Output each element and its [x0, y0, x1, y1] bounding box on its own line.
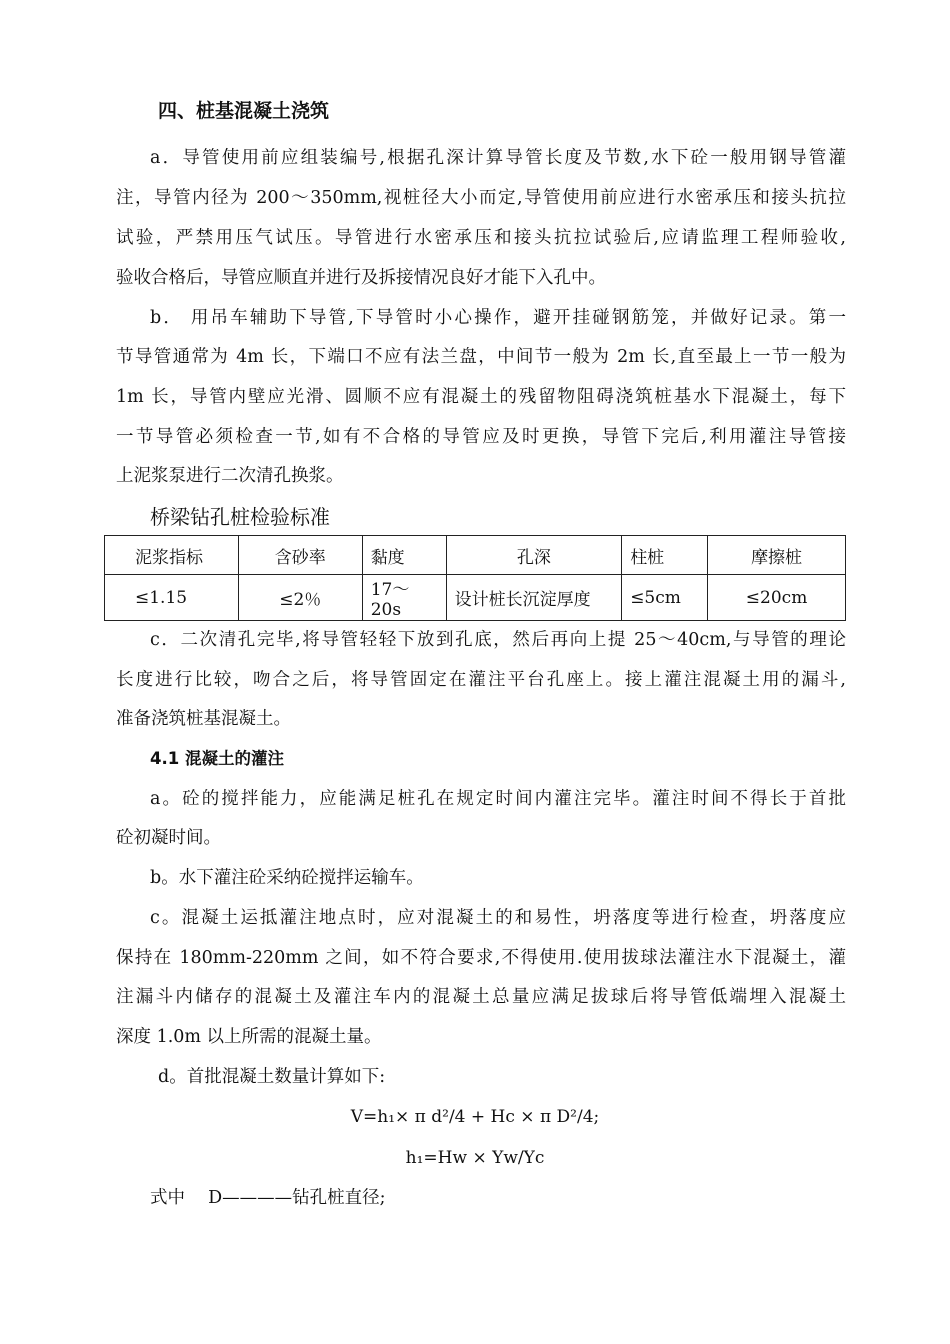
para-b-line: 节导管通常为 4m 长，下端口不应有法兰盘，中间节一般为 2m 长,直至最上一节一般为 [116, 347, 846, 367]
sub-d-line: d。首批混凝土数量计算如下: [158, 1067, 386, 1087]
header-cell: 柱桩 [622, 536, 708, 575]
header-cell: 泥浆指标 [105, 536, 239, 575]
para-b-line: 一节导管必须检查一节,如有不合格的导管应及时更换，导管下完后,利用灌注导管接 [116, 427, 846, 447]
header-cell: 黏度 [362, 536, 446, 575]
formula-height: h₁=Hw × Yw/Yc [405, 1148, 545, 1168]
table-cell: ≤5cm [622, 575, 708, 621]
para-b-line: b． 用吊车辅助下导管,下导管时小心操作，避开挂碰钢筋笼，并做好记录。第一 [150, 308, 846, 328]
table-cell: 设计桩长沉淀厚度 [446, 575, 622, 621]
table-row [105, 575, 846, 621]
definition-line: 式中 D————钻孔桩直径; [150, 1188, 386, 1208]
table-caption: 桥梁钻孔桩检验标准 [150, 505, 330, 529]
inspection-standard-table [104, 535, 846, 621]
para-a-line: 验收合格后，导管应顺直并进行及拆接情况良好才能下入孔中。 [116, 268, 606, 288]
sub-c-line: 注漏斗内储存的混凝土及灌注车内的混凝土总量应满足拔球后将导管低端埋入混凝土 [116, 987, 846, 1007]
para-c-line: 准备浇筑桩基混凝土。 [116, 709, 291, 729]
para-c-line: 长度进行比较，吻合之后，将导管固定在灌注平台孔座上。接上灌注混凝土用的漏斗, [116, 670, 846, 690]
sub-b-line: b。水下灌注砼采纳砼搅拌运输车。 [150, 868, 424, 888]
table-header-row [105, 536, 846, 575]
header-cell: 摩擦桩 [708, 536, 846, 575]
para-b-line: 1m 长，导管内壁应光滑、圆顺不应有混凝土的残留物阻碍浇筑桩基水下混凝土，每下 [116, 387, 846, 407]
table-cell: 17～20s [362, 575, 446, 621]
table-cell: ≤20cm [708, 575, 846, 621]
para-a-line: a．导管使用前应组装编号,根据孔深计算导管长度及节数,水下砼一般用钢导管灌 [150, 148, 846, 168]
header-cell: 孔深 [446, 536, 622, 575]
sub-c-line: c。混凝土运抵灌注地点时，应对混凝土的和易性，坍落度等进行检查，坍落度应 [150, 908, 846, 928]
para-c-line: c．二次清孔完毕,将导管轻轻下放到孔底，然后再向上提 25～40cm,与导管的理论 [150, 630, 846, 650]
para-a-line: 注，导管内径为 200～350mm,视桩径大小而定,导管使用前应进行水密承压和接头抗拉 [116, 188, 846, 208]
section-title: 四、桩基混凝土浇筑 [158, 100, 330, 122]
para-a-line: 试验，严禁用压气试压。导管进行水密承压和接头抗拉试验后,应请监理工程师验收, [116, 228, 846, 248]
sub-c-line: 深度 1.0m 以上所需的混凝土量。 [116, 1027, 382, 1047]
sub-a-line: a。砼的搅拌能力，应能满足桩孔在规定时间内灌注完毕。灌注时间不得长于首批 [150, 789, 846, 809]
sub-a-line: 砼初凝时间。 [116, 828, 221, 848]
table-cell: ≤1.15 [105, 575, 239, 621]
subsection-title: 4.1 混凝土的灌注 [150, 749, 284, 768]
para-b-line: 上泥浆泵进行二次清孔换浆。 [116, 466, 344, 486]
table-cell: ≤2％ [238, 575, 362, 621]
formula-volume: V=h₁× π d²/4 + Hc × π D²/4; [350, 1107, 600, 1127]
sub-c-line: 保持在 180mm-220mm 之间，如不符合要求,不得使用.使用拔球法灌注水下混凝土，灌 [116, 948, 846, 968]
header-cell: 含砂率 [238, 536, 362, 575]
